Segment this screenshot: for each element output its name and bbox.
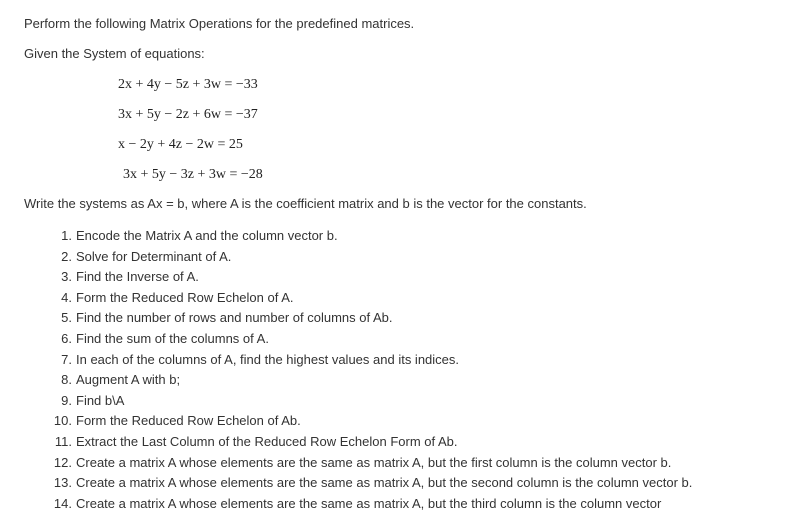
list-item bbox=[0, 393, 800, 414]
list-item bbox=[0, 434, 800, 455]
list-item bbox=[0, 249, 800, 270]
list-item-number: 14. bbox=[53, 495, 72, 511]
list-item-text: Create a matrix A whose elements are the same as matrix A, but the second column is the column vector b. bbox=[76, 475, 693, 491]
equation-4: 3x + 5y − 3z + 3w = −28 bbox=[123, 167, 263, 182]
list-item-text: Augment A with b; bbox=[76, 372, 181, 388]
list-item bbox=[0, 496, 800, 517]
list-item-number: 9. bbox=[61, 392, 72, 408]
list-item bbox=[0, 475, 800, 496]
equation-3: x − 2y + 4z − 2w = 25 bbox=[118, 137, 243, 152]
list-item-number: 10. bbox=[53, 413, 72, 429]
list-item bbox=[0, 310, 800, 331]
list-item-text: Find b\A bbox=[76, 392, 125, 408]
list-item-number: 6. bbox=[61, 330, 72, 346]
list-item bbox=[0, 269, 800, 290]
list-item-number: 5. bbox=[61, 310, 72, 326]
list-item bbox=[0, 352, 800, 373]
task-list bbox=[0, 228, 800, 516]
intro-text: Perform the following Matrix Operations for the predefined matrices. bbox=[24, 16, 415, 31]
write-systems-text: Write the systems as Ax = b, where A is the coefficient matrix and b is the vector for the constants. bbox=[24, 196, 587, 211]
list-item-text: Find the Inverse of A. bbox=[76, 269, 199, 285]
list-item-number: 4. bbox=[61, 289, 72, 305]
list-item bbox=[0, 372, 800, 393]
list-item-text: Create a matrix A whose elements are the same as matrix A, but the first column is the column vector b. bbox=[76, 454, 672, 470]
list-item-number: 12. bbox=[53, 454, 72, 470]
list-item bbox=[0, 455, 800, 476]
list-item bbox=[0, 290, 800, 311]
list-item-number: 13. bbox=[53, 475, 72, 491]
list-item-number: 7. bbox=[61, 351, 72, 367]
list-item-number: 2. bbox=[61, 248, 72, 264]
list-item-number: 1. bbox=[61, 228, 72, 243]
list-item-text: Solve for Determinant of A. bbox=[76, 248, 232, 264]
list-item bbox=[0, 331, 800, 352]
list-item-text: Find the number of rows and number of columns of Ab. bbox=[76, 310, 393, 326]
list-item bbox=[0, 413, 800, 434]
list-item-text: Create a matrix A whose elements are the same as matrix A, but the third column is the column vector bbox=[76, 495, 662, 511]
list-item-text: Form the Reduced Row Echelon of A. bbox=[76, 289, 294, 305]
list-item-number: 8. bbox=[61, 372, 72, 388]
equation-2: 3x + 5y − 2z + 6w = −37 bbox=[118, 107, 258, 122]
list-item bbox=[0, 228, 800, 249]
equation-1: 2x + 4y − 5z + 3w = −33 bbox=[118, 77, 258, 92]
given-text: Given the System of equations: bbox=[24, 46, 205, 61]
list-item-text: Form the Reduced Row Echelon of Ab. bbox=[76, 413, 301, 429]
list-item-number: 3. bbox=[61, 269, 72, 285]
list-item-text: Encode the Matrix A and the column vector b. bbox=[76, 228, 338, 243]
list-item-text: Find the sum of the columns of A. bbox=[76, 330, 269, 346]
list-item-number: 11. bbox=[54, 433, 72, 449]
list-item-text: Extract the Last Column of the Reduced Row Echelon Form of Ab. bbox=[76, 433, 458, 449]
list-item-text: In each of the columns of A, find the highest values and its indices. bbox=[76, 351, 460, 367]
